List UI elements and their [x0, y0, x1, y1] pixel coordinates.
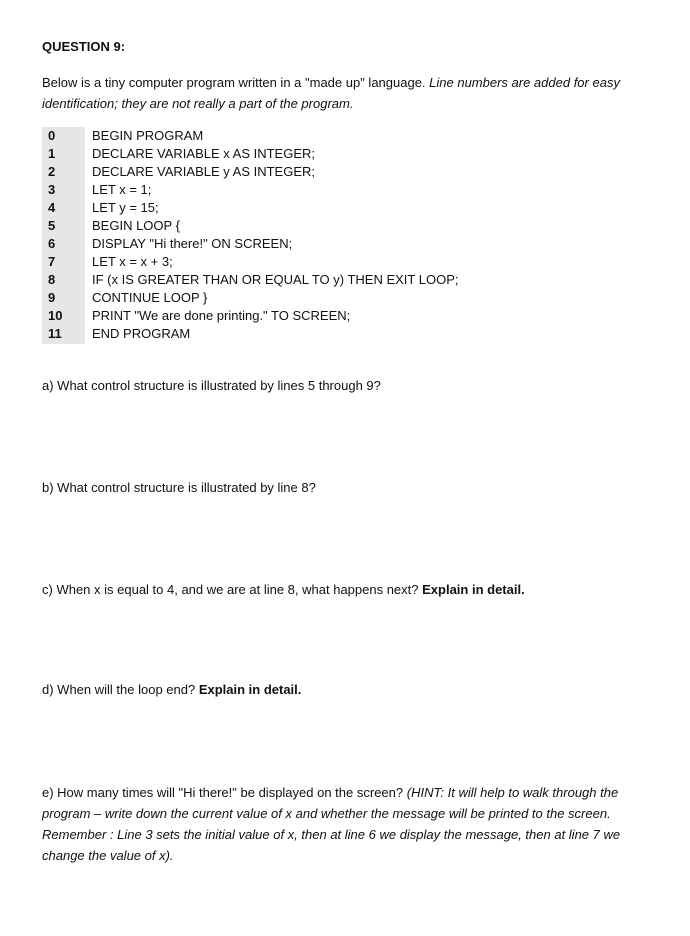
line-number: 10 — [48, 308, 63, 323]
code-line — [42, 271, 462, 289]
line-number: 2 — [48, 164, 56, 179]
question-b: b) What control structure is illustrated by line 8? — [42, 480, 316, 495]
code-line — [42, 325, 462, 343]
line-number: 3 — [48, 182, 56, 197]
code-line — [42, 145, 462, 163]
question-e-line-4 — [42, 845, 174, 866]
line-number: 0 — [48, 128, 56, 143]
question-c-text: c) When x is equal to 4, and we are at line 8, what happens next? — [42, 582, 423, 597]
code-listing — [42, 127, 462, 343]
code-line — [42, 307, 462, 325]
line-number: 8 — [48, 272, 56, 287]
intro-note: Line numbers are added for easy — [429, 75, 620, 90]
code-text: DISPLAY "Hi there!" ON SCREEN; — [92, 236, 293, 251]
question-a: a) What control structure is illustrated by lines 5 through 9? — [42, 378, 381, 393]
code-text: LET x = 1; — [92, 182, 152, 197]
code-line — [42, 199, 462, 217]
question-title: QUESTION 9: — [42, 39, 126, 54]
question-d-text: d) When will the loop end? — [42, 682, 199, 697]
code-line — [42, 127, 462, 145]
line-number: 7 — [48, 254, 56, 269]
question-e-hint-3: Remember : Line 3 sets the initial value of x, then at line 6 we display the message, then at line 7 we — [42, 827, 621, 842]
line-number: 1 — [48, 146, 56, 161]
question-e-line-1 — [42, 782, 618, 803]
question-d-emphasis: Explain in detail. — [198, 682, 302, 697]
question-e-line-2 — [42, 803, 611, 824]
code-text: CONTINUE LOOP } — [92, 290, 208, 305]
intro-line-1 — [42, 75, 620, 90]
intro-text: Below is a tiny computer program written in a "made up" language. — [42, 75, 430, 90]
question-c — [42, 579, 525, 600]
code-line — [42, 235, 462, 253]
question-e-hint-4: change the value of x). — [42, 848, 174, 863]
code-text: DECLARE VARIABLE y AS INTEGER; — [92, 164, 315, 179]
code-text: END PROGRAM — [92, 326, 191, 341]
line-number: 5 — [48, 218, 56, 233]
code-text: BEGIN LOOP { — [92, 218, 180, 233]
code-text: DECLARE VARIABLE x AS INTEGER; — [92, 146, 315, 161]
code-text: PRINT "We are done printing." TO SCREEN; — [92, 308, 351, 323]
line-number: 4 — [48, 200, 56, 215]
question-e-line-3 — [42, 824, 620, 845]
question-e-hint: (HINT: It will help to walk through the — [406, 785, 619, 800]
intro-note-cont: identification; they are not really a part of the program. — [42, 96, 354, 111]
code-line — [42, 253, 462, 271]
intro-line-2 — [42, 96, 353, 111]
question-e-text: e) How many times will "Hi there!" be displayed on the screen? — [42, 785, 407, 800]
code-line — [42, 163, 462, 181]
line-number: 9 — [48, 290, 56, 305]
line-number: 11 — [48, 326, 62, 341]
question-e-hint-2: program – write down the current value of x and whether the message will be printed to the screen. — [42, 806, 611, 821]
question-c-emphasis: Explain in detail. — [422, 582, 525, 597]
code-text: LET y = 15; — [92, 200, 159, 215]
code-text: LET x = x + 3; — [92, 254, 173, 269]
code-line — [42, 217, 462, 235]
code-text: BEGIN PROGRAM — [92, 128, 204, 143]
line-number: 6 — [48, 236, 56, 251]
code-text: IF (x IS GREATER THAN OR EQUAL TO y) THEN EXIT LOOP; — [92, 272, 459, 287]
question-d — [42, 679, 301, 700]
code-line — [42, 289, 462, 307]
code-line — [42, 181, 462, 199]
